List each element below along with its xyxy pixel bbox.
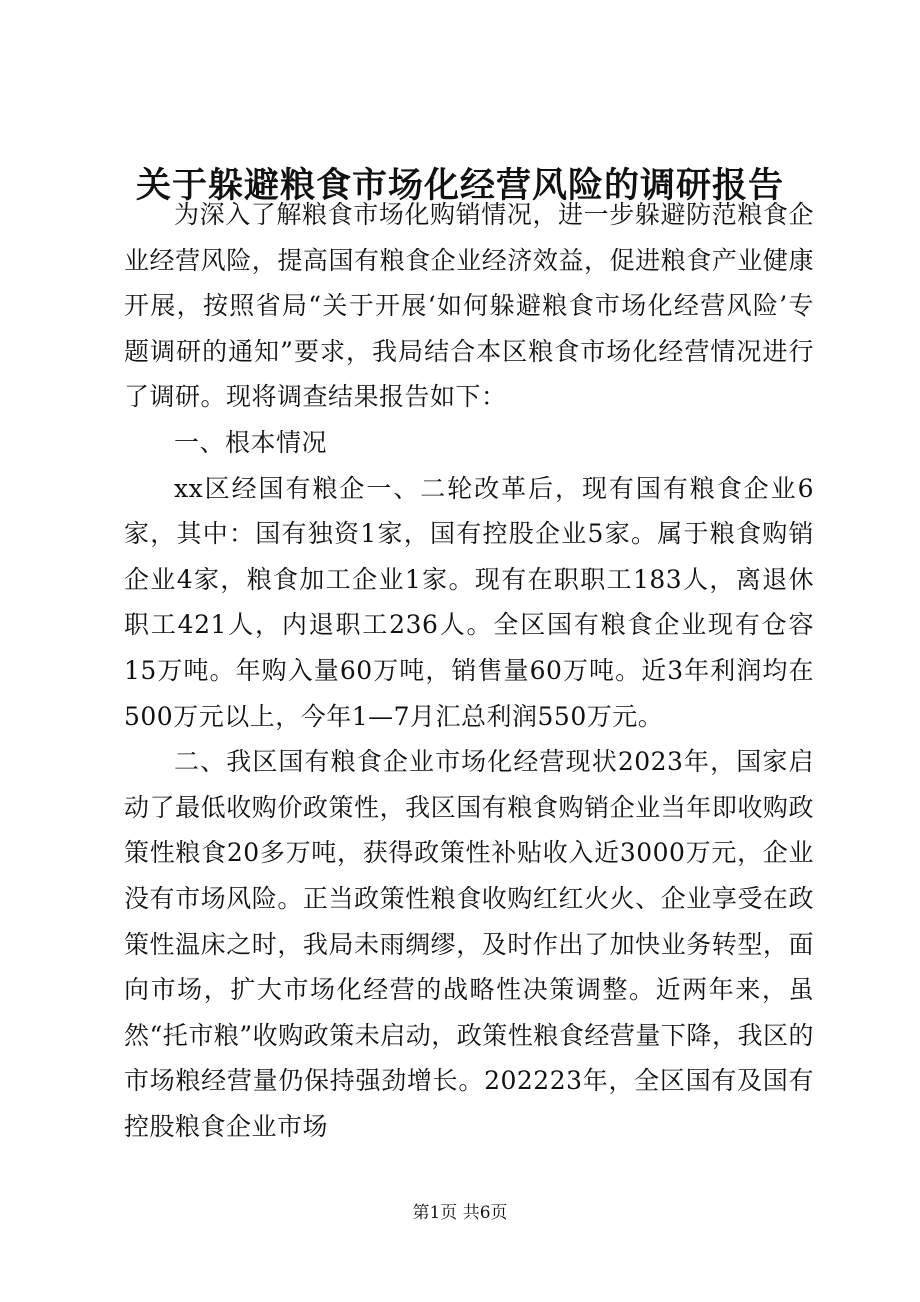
paragraph-basic-facts: xx区经国有粮企一、二轮改革后，现有国有粮食企业6家，其中：国有独资1家，国有控股企业5家。属于粮食购销企业4家，粮食加工企业1家。现有在职职工183人，离退休职工421人，内退职工236人。全区国有粮食企业现有仓容15万吨。年购入量60万吨，销售量60万吨。近3年利润均在500万元以上，今年1—7月汇总利润550万元。 (124, 473, 814, 731)
document-body (124, 192, 814, 1149)
document-title: 关于躲避粮食市场化经营风险的调研报告 (135, 165, 784, 206)
page-footer: 第1页 共6页 (412, 1203, 508, 1223)
paragraph-market-status: 二、我区国有粮食企业市场化经营现状2023年，国家启动了最低收购价政策性，我区国有粮食购销企业当年即收购政策性粮食20多万吨，获得政策性补贴收入近3000万元，企业没有市场风险。正当政策性粮食收购红红火火、企业享受在政策性温床之时，我局未雨绸缪，及时作出了加快业务转型，面向市场，扩大市场化经营的战略性决策调整。近两年来，虽然“托市粮”收购政策未启动，政策性粮食经营量下降，我区的市场粮经营量仍保持强劲增长。202223年，全区国有及国有控股粮食企业市场 (124, 747, 814, 1141)
paragraph-intro: 为深入了解粮食市场化购销情况，进一步躲避防范粮食企业经营风险，提高国有粮食企业经济效益，促进粮食产业健康开展，按照省局“关于开展‘如何躲避粮食市场化经营风险’专题调研的通知”要求，我局结合本区粮食市场化经营情况进行了调研。现将调查结果报告如下： (124, 200, 814, 412)
section-heading-basic: 一、根本情况 (174, 427, 328, 457)
